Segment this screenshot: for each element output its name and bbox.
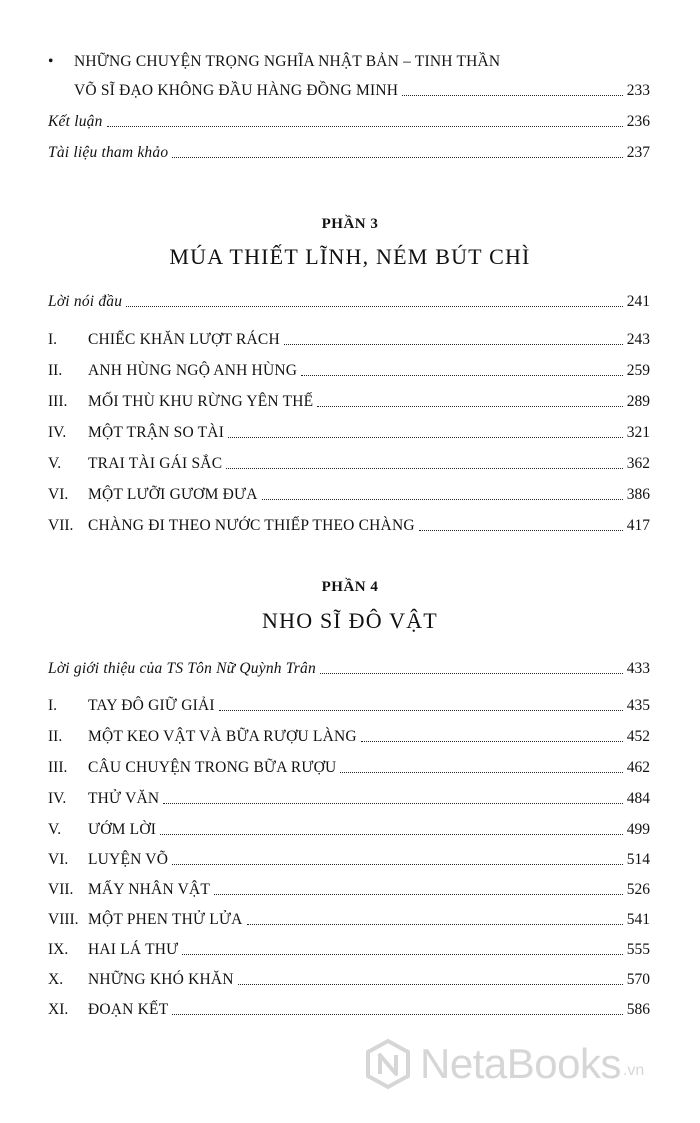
chapter-number: III.: [48, 393, 68, 410]
chapter-number: XI.: [48, 1001, 69, 1018]
chapter-title: MỘT PHEN THỬ LỬA: [88, 911, 243, 928]
page-number: 499: [626, 821, 650, 838]
chapter-title: MẤY NHÂN VẬT: [88, 881, 211, 898]
part3-chapter-row[interactable]: [48, 326, 650, 350]
toc-entry-references[interactable]: [48, 139, 650, 163]
bullet-symbol: •: [48, 53, 54, 70]
page-number: 259: [626, 362, 650, 379]
page-number: 243: [626, 331, 650, 348]
part3-preface-entry[interactable]: [48, 288, 650, 312]
chapter-title: MỐI THÙ KHU RỪNG YÊN THẾ: [88, 393, 314, 410]
part4-chapter-row[interactable]: [48, 846, 650, 870]
toc-bullet-entry: [48, 50, 500, 74]
part4-chapter-row[interactable]: [48, 876, 650, 900]
part3-title: MÚA THIẾT LĨNH, NÉM BÚT CHÌ: [169, 244, 531, 269]
chapter-title: ANH HÙNG NGỘ ANH HÙNG: [88, 362, 298, 379]
watermark-brand: NetaBooks: [420, 1040, 621, 1087]
page-number: 462: [626, 759, 650, 776]
chapter-title: CHÀNG ĐI THEO NƯỚC THIẾP THEO CHÀNG: [88, 517, 415, 534]
dot-leader: [402, 94, 623, 96]
part3-chapter-row[interactable]: [48, 481, 650, 505]
bullet-entry-line2: VÕ SĨ ĐẠO KHÔNG ĐẦU HÀNG ĐỒNG MINH: [74, 82, 399, 99]
part4-chapter-row[interactable]: [48, 754, 650, 778]
chapter-number: X.: [48, 971, 64, 988]
part4-chapter-row[interactable]: [48, 692, 650, 716]
page-number: 289: [626, 393, 650, 410]
part3-chapter-row[interactable]: [48, 450, 650, 474]
dot-leader: [340, 771, 622, 773]
chapter-number: I.: [48, 331, 58, 348]
dot-leader: [172, 863, 623, 865]
dot-leader: [160, 833, 623, 835]
dot-leader: [262, 498, 623, 500]
page-number: 526: [626, 881, 650, 898]
watermark-suffix: .vn: [622, 1062, 645, 1079]
dot-leader: [238, 983, 623, 985]
chapter-title: MỘT KEO VẬT VÀ BỮA RƯỢU LÀNG: [88, 728, 357, 745]
chapter-title: CHIẾC KHĂN LƯỢT RÁCH: [88, 331, 280, 348]
entry-title: Lời giới thiệu của TS Tôn Nữ Quỳnh Trân: [48, 660, 316, 677]
page-number: 541: [626, 911, 650, 928]
chapter-title: ĐOẠN KẾT: [88, 1001, 169, 1018]
page-number: 514: [626, 851, 650, 868]
toc-entry-conclusion[interactable]: [48, 108, 650, 132]
dot-leader: [172, 156, 622, 158]
dot-leader: [163, 802, 622, 804]
toc-bullet-entry-line2[interactable]: [74, 77, 650, 101]
dot-leader: [126, 305, 623, 307]
chapter-number: VII.: [48, 881, 74, 898]
bullet-entry-line1: NHỮNG CHUYỆN TRỌNG NGHĨA NHẬT BẢN – TINH THẦN: [74, 53, 501, 70]
part3-chapter-row[interactable]: [48, 512, 650, 536]
chapter-number: V.: [48, 821, 62, 838]
part3-chapter-row[interactable]: [48, 357, 650, 381]
page-number: 433: [626, 660, 650, 677]
page-number: 435: [626, 697, 650, 714]
dot-leader: [219, 709, 623, 711]
dot-leader: [284, 343, 623, 345]
part4-chapter-row[interactable]: [48, 723, 650, 747]
chapter-title: LUYỆN VÕ: [88, 851, 169, 868]
dot-leader: [214, 893, 623, 895]
part3-chapter-row[interactable]: [48, 388, 650, 412]
dot-leader: [107, 125, 623, 127]
page-number: 386: [626, 486, 650, 503]
chapter-number: VI.: [48, 486, 69, 503]
chapter-title: CÂU CHUYỆN TRONG BỮA RƯỢU: [88, 759, 337, 776]
dot-leader: [182, 953, 622, 955]
part4-title: NHO SĨ ĐÔ VẬT: [262, 608, 438, 633]
page-number: 237: [626, 144, 650, 161]
chapter-title: MỘT LƯỠI GƯƠM ĐƯA: [88, 486, 258, 503]
entry-title: Tài liệu tham khảo: [48, 144, 169, 161]
page-number: 241: [626, 293, 650, 310]
chapter-number: IV.: [48, 790, 67, 807]
page-number: 321: [626, 424, 650, 441]
netabooks-watermark: [362, 1038, 644, 1090]
part4-label: PHẦN 4: [321, 579, 379, 595]
chapter-number: V.: [48, 455, 62, 472]
chapter-title: ƯỚM LỜI: [88, 821, 157, 838]
chapter-number: II.: [48, 728, 63, 745]
page-number: 452: [626, 728, 650, 745]
page-number: 484: [626, 790, 650, 807]
part4-chapter-row[interactable]: [48, 906, 650, 930]
chapter-number: I.: [48, 697, 58, 714]
chapter-title: THỬ VĂN: [88, 790, 160, 807]
page-number: 586: [626, 1001, 650, 1018]
part3-label: PHẦN 3: [321, 216, 379, 232]
dot-leader: [247, 923, 623, 925]
entry-title: Lời nói đầu: [48, 293, 123, 310]
chapter-number: IX.: [48, 941, 69, 958]
dot-leader: [301, 374, 623, 376]
chapter-title: NHỮNG KHÓ KHĂN: [88, 971, 234, 988]
dot-leader: [228, 436, 623, 438]
netabooks-logo-icon: [362, 1038, 414, 1090]
part4-preface-entry[interactable]: [48, 655, 650, 679]
page-number: 570: [626, 971, 650, 988]
dot-leader: [317, 405, 622, 407]
page-number: 555: [626, 941, 650, 958]
page-number: 236: [626, 113, 650, 130]
chapter-title: TAY ĐÔ GIỮ GIẢI: [88, 697, 215, 714]
chapter-number: VI.: [48, 851, 69, 868]
dot-leader: [320, 672, 623, 674]
page-number: 362: [626, 455, 650, 472]
chapter-title: TRAI TÀI GÁI SẮC: [88, 455, 223, 472]
part4-chapter-row[interactable]: [48, 996, 650, 1020]
chapter-title: HAI LÁ THƯ: [88, 941, 179, 958]
chapter-number: VIII.: [48, 911, 79, 928]
part4-chapter-row[interactable]: [48, 816, 650, 840]
chapter-number: VII.: [48, 517, 74, 534]
part4-chapter-row[interactable]: [48, 966, 650, 990]
part3-chapter-row[interactable]: [48, 419, 650, 443]
page-number: 417: [626, 517, 650, 534]
page-number: 233: [626, 82, 650, 99]
dot-leader: [361, 740, 623, 742]
chapter-title: MỘT TRẬN SO TÀI: [88, 424, 225, 441]
part4-chapter-row[interactable]: [48, 936, 650, 960]
dot-leader: [419, 529, 623, 531]
chapter-number: III.: [48, 759, 68, 776]
dot-leader: [172, 1013, 622, 1015]
chapter-number: IV.: [48, 424, 67, 441]
chapter-number: II.: [48, 362, 63, 379]
entry-title: Kết luận: [48, 113, 103, 130]
part4-chapter-row[interactable]: [48, 785, 650, 809]
dot-leader: [226, 467, 623, 469]
